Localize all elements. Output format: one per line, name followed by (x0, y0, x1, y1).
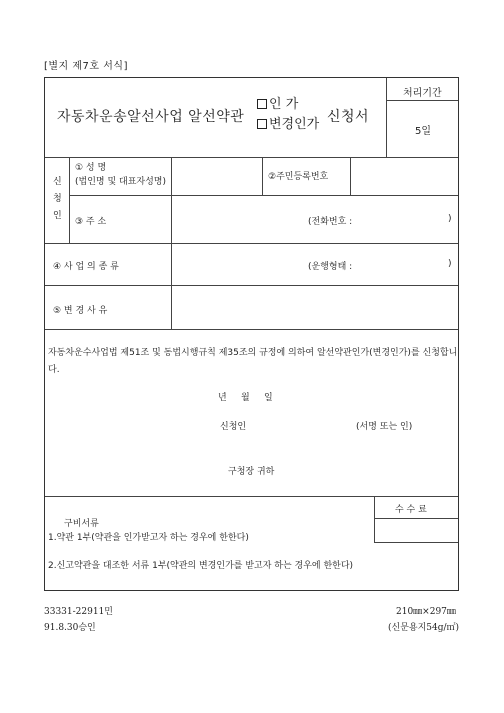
change-reason-label: ⑤ 변 경 사 유 (53, 306, 108, 316)
approval-option-label: 인 가 (269, 97, 299, 112)
approval-date: 91.8.30승인 (44, 623, 96, 633)
form-number-label: [별지 제7호 서식] (44, 61, 128, 72)
processing-period-value: 5일 (415, 126, 432, 137)
processing-period-label: 처리기간 (403, 88, 442, 99)
resident-number-field[interactable] (354, 159, 454, 193)
required-documents-header: 구비서류 (64, 519, 99, 529)
business-type-label: ④ 사 업 의 종 류 (53, 262, 119, 272)
application-date: 년 월 일 (218, 393, 273, 403)
name-sublabel: (법인명 및 대표자성명) (75, 177, 166, 187)
required-document-1: 1.약관 1부(약관을 인가받고자 하는 경우에 한한다) (48, 533, 249, 543)
addressee: 구청장 귀하 (228, 467, 275, 477)
applicant-signature-label: 신청인 (220, 422, 247, 432)
change-reason-field[interactable] (175, 288, 455, 326)
phone-close: ) (448, 214, 452, 224)
change-approval-option[interactable] (257, 113, 319, 132)
operation-type-close: ) (448, 259, 452, 269)
change-approval-option-label: 변경인가 (269, 117, 320, 132)
change-approval-checkbox[interactable] (257, 119, 267, 129)
name-label: ① 성 명 (75, 163, 107, 173)
signature-note: (서명 또는 인) (356, 422, 413, 432)
phone-label: (전화번호 : (308, 217, 353, 227)
resident-number-label: ②주민등록번호 (268, 172, 329, 182)
approval-option[interactable] (257, 93, 298, 112)
name-field[interactable] (175, 159, 259, 193)
form-title: 자동차운송알선사업 알선약관 (57, 109, 245, 125)
operation-type-label: (운행형태 : (308, 262, 353, 272)
paper-type: (신문용지54g/㎡) (388, 623, 460, 633)
required-document-2: 2.신고약관을 대조한 서류 1부(약관의 변경인가를 받고자 하는 경우에 한한다) (48, 561, 354, 571)
statement-text: 자동차운수사업법 제51조 및 동법시행규칙 제35조의 규정에 의하여 알선약관인가(변경인가)를 신청합니다. (48, 348, 458, 375)
form-title-suffix: 신청서 (327, 109, 370, 125)
applicant-section-label: 신 청 인 (53, 177, 62, 221)
address-label: ③ 주 소 (75, 217, 107, 227)
fee-label: 수 수 료 (395, 505, 427, 515)
fee-field[interactable] (376, 519, 456, 539)
approval-checkbox[interactable] (257, 99, 267, 109)
paper-size: 210㎜×297㎜ (396, 607, 456, 617)
form-code: 33331-22911민 (44, 607, 113, 617)
